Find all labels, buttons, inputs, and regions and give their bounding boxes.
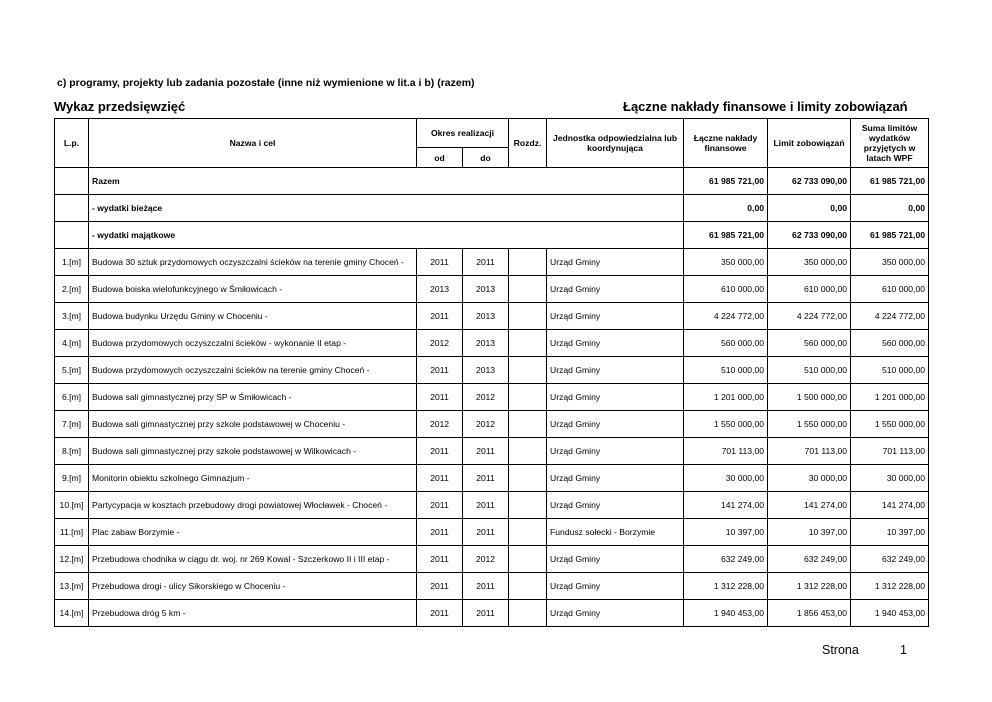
row-rozdz [509, 438, 547, 465]
row-total: 30 000,00 [684, 465, 768, 492]
table-row [55, 411, 929, 438]
list-title: Wykaz przedsięwzięć [54, 99, 186, 114]
row-unit: Urząd Gminy [547, 600, 684, 627]
row-lp: 2.[m] [55, 276, 89, 303]
row-sum: 560 000,00 [851, 330, 929, 357]
col-unit-header: Jednostka odpowiedzialna lub koordynująca [547, 119, 684, 168]
row-sum: 4 224 772,00 [851, 303, 929, 330]
row-limit: 350 000,00 [768, 249, 851, 276]
row-limit: 10 397,00 [768, 519, 851, 546]
row-lp: 7.[m] [55, 411, 89, 438]
row-rozdz [509, 384, 547, 411]
projects-table [54, 118, 929, 627]
row-from: 2011 [417, 249, 463, 276]
summary-row [55, 168, 929, 195]
row-limit: 4 224 772,00 [768, 303, 851, 330]
row-from: 2011 [417, 384, 463, 411]
summary-row [55, 222, 929, 249]
row-limit: 30 000,00 [768, 465, 851, 492]
row-sum: 510 000,00 [851, 357, 929, 384]
row-lp: 12.[m] [55, 546, 89, 573]
row-unit: Urząd Gminy [547, 384, 684, 411]
summary-limit: 62 733 090,00 [768, 222, 851, 249]
col-from-header: od [417, 148, 463, 168]
row-rozdz [509, 600, 547, 627]
row-from: 2011 [417, 546, 463, 573]
row-limit: 610 000,00 [768, 276, 851, 303]
row-sum: 1 550 000,00 [851, 411, 929, 438]
row-limit: 1 312 228,00 [768, 573, 851, 600]
row-limit: 560 000,00 [768, 330, 851, 357]
table-row [55, 330, 929, 357]
row-to: 2011 [463, 438, 509, 465]
row-from: 2011 [417, 303, 463, 330]
row-lp: 4.[m] [55, 330, 89, 357]
row-from: 2013 [417, 276, 463, 303]
row-limit: 1 856 453,00 [768, 600, 851, 627]
row-sum: 141 274,00 [851, 492, 929, 519]
row-total: 1 312 228,00 [684, 573, 768, 600]
summary-sum: 61 985 721,00 [851, 222, 929, 249]
summary-total: 61 985 721,00 [684, 222, 768, 249]
table-body [55, 168, 929, 627]
row-rozdz [509, 357, 547, 384]
summary-lp-cell [55, 168, 89, 195]
row-lp: 3.[m] [55, 303, 89, 330]
row-name: Przebudowa dróg 5 km - [89, 600, 417, 627]
table-row [55, 492, 929, 519]
row-unit: Fundusz sołecki - Borzymie [547, 519, 684, 546]
row-name: Plac zabaw Borzymie - [89, 519, 417, 546]
row-name: Budowa budynku Urzędu Gminy w Choceniu - [89, 303, 417, 330]
table-row [55, 438, 929, 465]
row-unit: Urząd Gminy [547, 465, 684, 492]
summary-total: 61 985 721,00 [684, 168, 768, 195]
row-lp: 11.[m] [55, 519, 89, 546]
row-total: 610 000,00 [684, 276, 768, 303]
table-row [55, 357, 929, 384]
table-header-row [55, 119, 929, 148]
row-name: Budowa 30 sztuk przydomowych oczyszczalni ścieków na terenie gminy Choceń - [89, 249, 417, 276]
row-limit: 632 249,00 [768, 546, 851, 573]
row-name: Budowa przydomowych oczyszczalni ścieków - wykonanie II etap - [89, 330, 417, 357]
row-sum: 632 249,00 [851, 546, 929, 573]
row-unit: Urząd Gminy [547, 492, 684, 519]
table-row [55, 303, 929, 330]
table-row [55, 519, 929, 546]
row-to: 2011 [463, 492, 509, 519]
row-lp: 13.[m] [55, 573, 89, 600]
row-to: 2013 [463, 357, 509, 384]
row-limit: 1 550 000,00 [768, 411, 851, 438]
row-name: Partycypacja w kosztach przebudowy drogi powiatowej Włocławek - Choceń - [89, 492, 417, 519]
summary-lp-cell [55, 222, 89, 249]
row-from: 2011 [417, 573, 463, 600]
row-unit: Urząd Gminy [547, 357, 684, 384]
row-limit: 1 500 000,00 [768, 384, 851, 411]
row-from: 2012 [417, 330, 463, 357]
table-row [55, 249, 929, 276]
row-sum: 1 940 453,00 [851, 600, 929, 627]
row-name: Budowa sali gimnastycznej przy SP w Śmiłowicach - [89, 384, 417, 411]
row-to: 2013 [463, 330, 509, 357]
row-from: 2011 [417, 465, 463, 492]
row-to: 2012 [463, 546, 509, 573]
summary-sum: 0,00 [851, 195, 929, 222]
row-from: 2011 [417, 519, 463, 546]
col-rozdz-header: Rozdz. [509, 119, 547, 168]
row-to: 2011 [463, 600, 509, 627]
row-sum: 350 000,00 [851, 249, 929, 276]
row-sum: 1 312 228,00 [851, 573, 929, 600]
summary-limit: 62 733 090,00 [768, 168, 851, 195]
row-name: Budowa przydomowych oczyszczalni ścieków na terenie gminy Choceń - [89, 357, 417, 384]
row-total: 510 000,00 [684, 357, 768, 384]
row-name: Przebudowa chodnika w ciągu dr. woj. nr 269 Kowal - Szczerkowo II i III etap - [89, 546, 417, 573]
row-total: 4 224 772,00 [684, 303, 768, 330]
row-to: 2013 [463, 276, 509, 303]
row-total: 1 201 000,00 [684, 384, 768, 411]
row-to: 2013 [463, 303, 509, 330]
col-to-header: do [463, 148, 509, 168]
row-unit: Urząd Gminy [547, 330, 684, 357]
row-name: Przebudowa drogi - ulicy Sikorskiego w Choceniu - [89, 573, 417, 600]
row-limit: 141 274,00 [768, 492, 851, 519]
row-rozdz [509, 573, 547, 600]
row-unit: Urząd Gminy [547, 438, 684, 465]
row-from: 2011 [417, 357, 463, 384]
row-to: 2012 [463, 384, 509, 411]
row-to: 2011 [463, 249, 509, 276]
row-from: 2011 [417, 438, 463, 465]
table-row [55, 573, 929, 600]
financial-title: Łączne nakłady finansowe i limity zobowiązań [623, 99, 908, 114]
col-total-header: Łączne nakłady finansowe [684, 119, 768, 168]
row-from: 2011 [417, 492, 463, 519]
row-rozdz [509, 546, 547, 573]
row-to: 2011 [463, 573, 509, 600]
summary-label: - wydatki bieżące [89, 195, 684, 222]
row-total: 1 940 453,00 [684, 600, 768, 627]
row-name: Budowa boiska wielofunkcyjnego w Śmiłowicach - [89, 276, 417, 303]
row-lp: 5.[m] [55, 357, 89, 384]
col-lp-header: L.p. [55, 119, 89, 168]
row-to: 2011 [463, 519, 509, 546]
row-to: 2011 [463, 465, 509, 492]
row-total: 141 274,00 [684, 492, 768, 519]
summary-row [55, 195, 929, 222]
row-rozdz [509, 249, 547, 276]
row-limit: 701 113,00 [768, 438, 851, 465]
row-unit: Urząd Gminy [547, 546, 684, 573]
row-rozdz [509, 411, 547, 438]
row-sum: 701 113,00 [851, 438, 929, 465]
row-total: 701 113,00 [684, 438, 768, 465]
row-rozdz [509, 519, 547, 546]
row-from: 2012 [417, 411, 463, 438]
summary-label: Razem [89, 168, 684, 195]
summary-sum: 61 985 721,00 [851, 168, 929, 195]
row-total: 560 000,00 [684, 330, 768, 357]
table-row [55, 600, 929, 627]
table-row [55, 384, 929, 411]
summary-total: 0,00 [684, 195, 768, 222]
row-sum: 610 000,00 [851, 276, 929, 303]
row-sum: 1 201 000,00 [851, 384, 929, 411]
col-limit-header: Limit zobowiązań [768, 119, 851, 168]
row-total: 1 550 000,00 [684, 411, 768, 438]
summary-lp-cell [55, 195, 89, 222]
row-sum: 10 397,00 [851, 519, 929, 546]
row-unit: Urząd Gminy [547, 303, 684, 330]
row-name: Budowa sali gimnastycznej przy szkole podstawowej w Choceniu - [89, 411, 417, 438]
col-period-header: Okres realizacji [417, 119, 509, 148]
row-unit: Urząd Gminy [547, 276, 684, 303]
section-subtitle: c) programy, projekty lub zadania pozostałe (inne niż wymienione w lit.a i b) (razem) [57, 77, 475, 89]
table-row [55, 465, 929, 492]
row-rozdz [509, 303, 547, 330]
row-name: Monitorin obiektu szkolnego Gimnazjum - [89, 465, 417, 492]
row-total: 10 397,00 [684, 519, 768, 546]
row-limit: 510 000,00 [768, 357, 851, 384]
row-from: 2011 [417, 600, 463, 627]
row-rozdz [509, 276, 547, 303]
page-number: 1 [900, 643, 907, 657]
row-lp: 14.[m] [55, 600, 89, 627]
row-sum: 30 000,00 [851, 465, 929, 492]
row-unit: Urząd Gminy [547, 411, 684, 438]
row-name: Budowa sali gimnastycznej przy szkole podstawowej w Wilkowicach - [89, 438, 417, 465]
row-rozdz [509, 492, 547, 519]
table-row [55, 546, 929, 573]
row-total: 350 000,00 [684, 249, 768, 276]
row-unit: Urząd Gminy [547, 573, 684, 600]
summary-label: - wydatki majątkowe [89, 222, 684, 249]
col-name-header: Nazwa i cel [89, 119, 417, 168]
row-unit: Urząd Gminy [547, 249, 684, 276]
page-label: Strona [822, 643, 859, 657]
col-sum-header: Suma limitów wydatków przyjętych w latach WPF [851, 119, 929, 168]
table-row [55, 276, 929, 303]
row-lp: 8.[m] [55, 438, 89, 465]
row-rozdz [509, 465, 547, 492]
row-to: 2012 [463, 411, 509, 438]
summary-limit: 0,00 [768, 195, 851, 222]
row-rozdz [509, 330, 547, 357]
row-lp: 9.[m] [55, 465, 89, 492]
row-total: 632 249,00 [684, 546, 768, 573]
row-lp: 1.[m] [55, 249, 89, 276]
row-lp: 6.[m] [55, 384, 89, 411]
row-lp: 10.[m] [55, 492, 89, 519]
